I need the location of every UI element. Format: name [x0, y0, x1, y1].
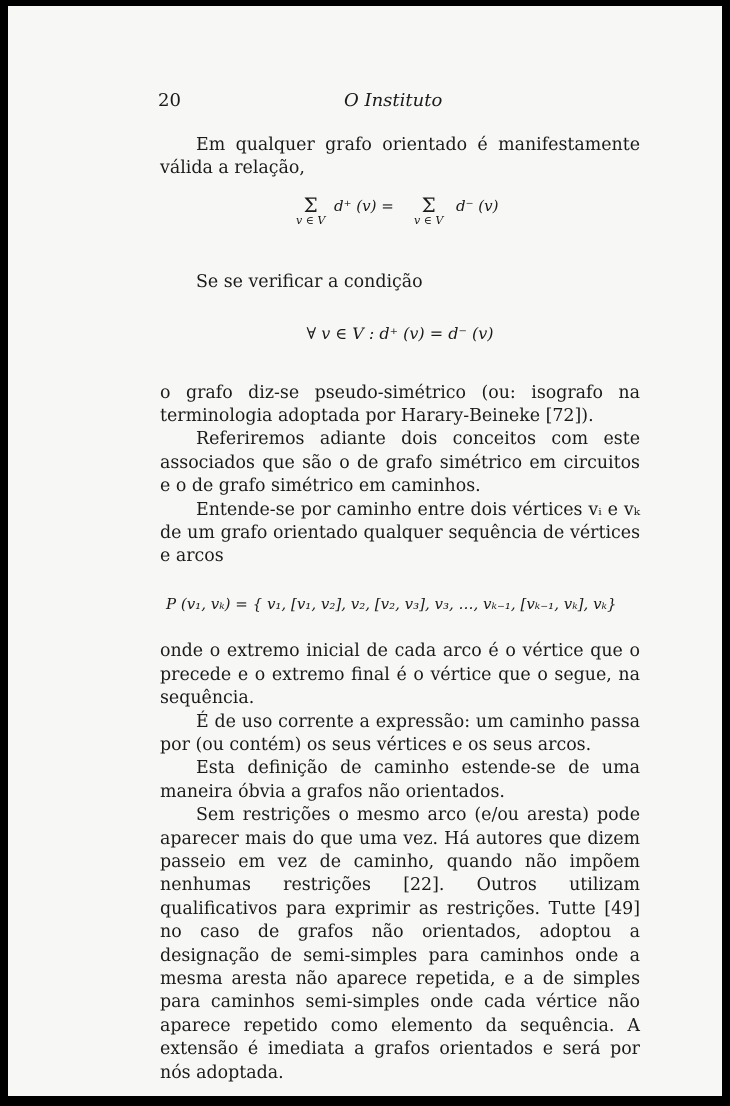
book-page	[8, 6, 722, 1096]
paragraph-2: Se se verificar a condição	[196, 271, 423, 292]
path-equation: P (v₁, vₖ) = { v₁, [v₁, v₂], v₂, [v₂, v₃], v₃, …, vₖ₋₁, [vₖ₋₁, vₖ], vₖ}	[166, 594, 617, 613]
sum-subscript-right: v ∈ V	[414, 213, 444, 227]
sum-symbol-right: Σ	[421, 192, 436, 217]
paragraph-5: Entende-se por caminho entre dois vértices vᵢ e vₖ de um grafo orientado qualquer sequência de vértices e arcos	[160, 499, 640, 567]
sum-right	[414, 192, 444, 227]
sum-subscript-left: v ∈ V	[296, 213, 326, 227]
sum-equation	[160, 181, 640, 249]
paragraph-6: onde o extremo inicial de cada arco é o vértice que o precede e o extremo final é o vértice que o segue, na sequência.	[160, 641, 640, 709]
paragraph-9: Sem restrições o mesmo arco (e/ou aresta) pode aparecer mais do que uma vez. Há autores que dizem passeio em vez de caminho, quando não impõem nenhumas restrições [22]. Outros utilizam qualificativos para exprimir as restrições. Tutte [49] no caso de grafos não orientados, adoptou a designação de semi-simples para caminhos onde a mesma aresta não aparece repetida, e a de simples para caminhos semi-simples onde cada vértice não aparece repetido como elemento da sequência. A extensão é imediata a grafos orientados e será por nós adoptada.	[160, 805, 640, 1083]
paragraph-4: Referiremos adiante dois conceitos com este associados que são o de grafo simétrico em circuitos e o de grafo simétrico em caminhos.	[160, 429, 640, 497]
paragraph-1: Em qualquer grafo orientado é manifestamente válida a relação,	[160, 135, 640, 179]
paragraph-7: É de uso corrente a expressão: um caminho passa por (ou contém) os seus vértices e os seus arcos.	[160, 711, 640, 755]
running-head: O Instituto	[344, 90, 443, 111]
page-number: 20	[158, 90, 181, 111]
sum-left-term: d⁺ (v) =	[334, 196, 394, 215]
page-body	[160, 134, 640, 1085]
sum-symbol-left: Σ	[303, 192, 318, 217]
sum-right-term: d⁻ (v)	[456, 196, 499, 215]
condition-equation: ∀ v ∈ V : d⁺ (v) = d⁻ (v)	[306, 324, 494, 344]
paragraph-3: o grafo diz-se pseudo-simétrico (ou: isografo na terminologia adoptada por Harary-Beineke [72]).	[160, 382, 640, 427]
sum-left	[296, 192, 326, 227]
paragraph-8: Esta definição de caminho estende-se de uma maneira óbvia a grafos não orientados.	[160, 758, 640, 802]
